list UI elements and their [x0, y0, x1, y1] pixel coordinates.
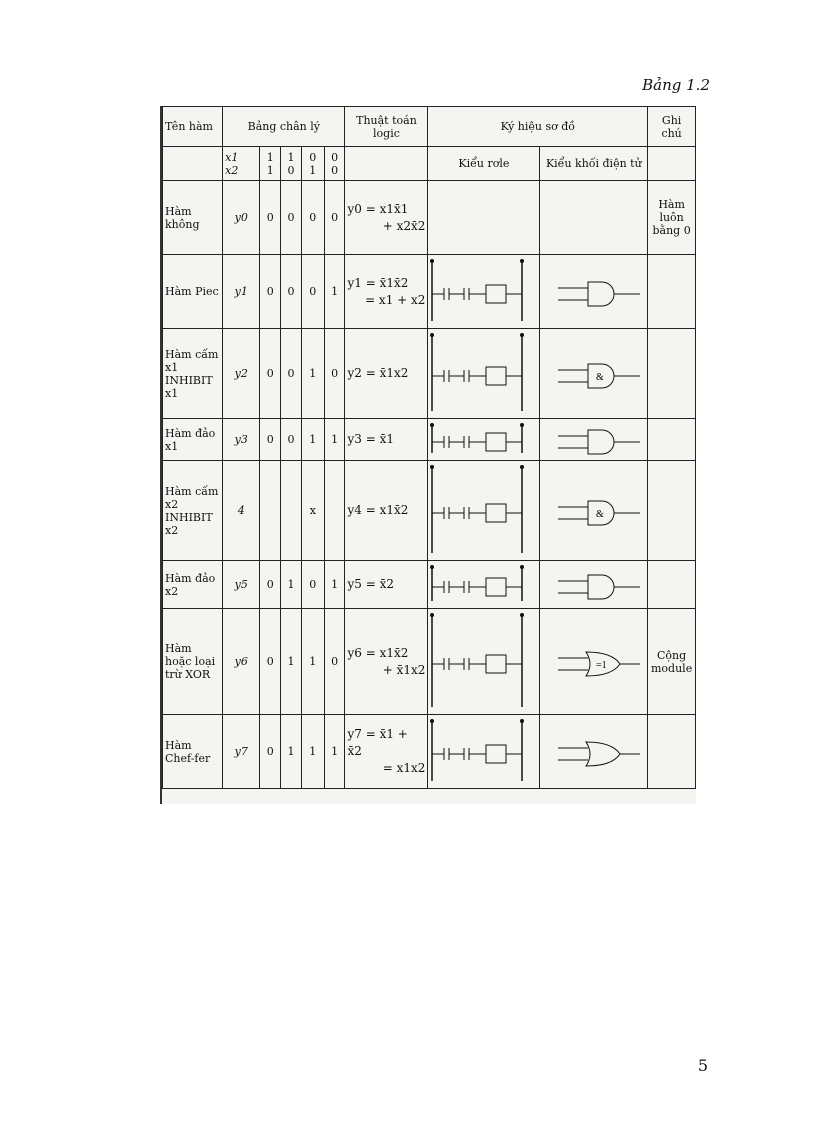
output-var: y5	[223, 561, 260, 609]
relay-cell	[428, 461, 540, 561]
header-bang-chan-ly: Bảng chân lý	[223, 107, 345, 147]
header-thuat-toan: Thuật toán logic	[345, 107, 428, 147]
truth-val: 1	[324, 419, 345, 461]
output-var: y7	[223, 715, 260, 789]
gate-cell	[540, 715, 648, 789]
truth-val: 1	[301, 609, 324, 715]
logic-formula: y4 = x1x̄2	[345, 461, 428, 561]
table-row	[163, 561, 696, 609]
header-kieu-khoi: Kiểu khối điện tử	[540, 147, 648, 181]
header-ghi-chu: Ghi chú	[648, 107, 696, 147]
function-name: Hàm cấm x1 INHIBIT x1	[163, 329, 223, 419]
table-caption: Bảng 1.2	[642, 76, 710, 94]
gate-cell	[540, 255, 648, 329]
function-name: Hàm không	[163, 181, 223, 255]
table-row	[163, 609, 696, 715]
function-name: Hàm Piec	[163, 255, 223, 329]
note: Cộng module	[648, 609, 696, 715]
logic-formula: y5 = x̄2	[345, 561, 428, 609]
truth-col-3: 0 1	[301, 147, 324, 181]
logic-formula: y7 = x̄1 + x̄2 = x1x2	[345, 715, 428, 789]
truth-val: 1	[324, 715, 345, 789]
gate-diagram	[542, 463, 642, 559]
truth-val: 0	[324, 609, 345, 715]
logic-function-table	[160, 106, 696, 804]
note	[648, 561, 696, 609]
truth-val: 1	[281, 561, 302, 609]
header-ky-hieu: Ký hiệu sơ đồ	[428, 107, 648, 147]
note	[648, 715, 696, 789]
relay-diagram	[430, 331, 534, 417]
logic-formula: y2 = x̄1x2	[345, 329, 428, 419]
note	[648, 255, 696, 329]
truth-val: 0	[281, 255, 302, 329]
header-kieu-role: Kiểu rơle	[428, 147, 540, 181]
truth-val: 0	[260, 609, 281, 715]
relay-cell	[428, 181, 540, 255]
gate-diagram	[542, 421, 642, 459]
truth-val: 0	[281, 329, 302, 419]
truth-val: 1	[301, 329, 324, 419]
output-var: y0	[223, 181, 260, 255]
output-var: y3	[223, 419, 260, 461]
truth-val: 0	[260, 329, 281, 419]
truth-val: 0	[301, 561, 324, 609]
truth-val	[260, 461, 281, 561]
header-empty-3	[648, 147, 696, 181]
relay-cell	[428, 715, 540, 789]
table-row	[163, 181, 696, 255]
function-name: Hàm cấm x2 INHIBIT x2	[163, 461, 223, 561]
note	[648, 461, 696, 561]
relay-diagram	[430, 421, 534, 459]
truth-val: 1	[281, 609, 302, 715]
output-var: y6	[223, 609, 260, 715]
header-empty	[163, 147, 223, 181]
truth-val: 0	[260, 715, 281, 789]
truth-val: 0	[324, 181, 345, 255]
function-name: Hàm đảo x1	[163, 419, 223, 461]
logic-formula: y0 = x1x̄1 + x2x̄2	[345, 181, 428, 255]
relay-cell	[428, 609, 540, 715]
header-x-labels: x1 x2	[223, 147, 260, 181]
truth-col-1: 1 1	[260, 147, 281, 181]
logic-formula: y3 = x̄1	[345, 419, 428, 461]
page-number: 5	[697, 1056, 708, 1075]
relay-diagram	[430, 463, 534, 559]
gate-cell	[540, 561, 648, 609]
table-row	[163, 329, 696, 419]
gate-diagram	[542, 257, 642, 327]
svg-text:=1: =1	[596, 659, 608, 671]
truth-val: 0	[260, 419, 281, 461]
logic-formula: y1 = x̄1x̄2 = x1 + x2	[345, 255, 428, 329]
svg-text:&: &	[596, 371, 605, 383]
relay-cell	[428, 255, 540, 329]
gate-cell	[540, 461, 648, 561]
table-row	[163, 461, 696, 561]
gate-diagram	[542, 563, 642, 607]
gate-diagram	[542, 611, 642, 713]
gate-cell	[540, 181, 648, 255]
relay-cell	[428, 561, 540, 609]
truth-val: x	[301, 461, 324, 561]
relay-diagram	[430, 563, 534, 607]
function-name: Hàm đảo x2	[163, 561, 223, 609]
function-name: Hàm Chef-fer	[163, 715, 223, 789]
note	[648, 419, 696, 461]
header-ten-ham: Tên hàm	[163, 107, 223, 147]
note: Hàm luôn bằng 0	[648, 181, 696, 255]
logic-formula: y6 = x1x̄2 + x̄1x2	[345, 609, 428, 715]
gate-diagram	[542, 331, 642, 417]
relay-cell	[428, 329, 540, 419]
header-empty-2	[345, 147, 428, 181]
truth-val: 0	[301, 255, 324, 329]
truth-val: 1	[301, 419, 324, 461]
gate-cell	[540, 609, 648, 715]
table-row	[163, 255, 696, 329]
truth-val	[281, 461, 302, 561]
truth-val: 1	[324, 561, 345, 609]
truth-val: 0	[260, 561, 281, 609]
table-row	[163, 419, 696, 461]
svg-text:&: &	[596, 508, 605, 520]
truth-val: 0	[281, 419, 302, 461]
truth-val: 0	[324, 329, 345, 419]
truth-val	[324, 461, 345, 561]
truth-col-4: 0 0	[324, 147, 345, 181]
truth-val: 1	[324, 255, 345, 329]
truth-val: 0	[260, 255, 281, 329]
relay-diagram	[430, 257, 534, 327]
truth-val: 0	[301, 181, 324, 255]
gate-cell	[540, 419, 648, 461]
output-var: y2	[223, 329, 260, 419]
truth-val: 0	[260, 181, 281, 255]
truth-val: 0	[281, 181, 302, 255]
output-var: y1	[223, 255, 260, 329]
relay-cell	[428, 419, 540, 461]
output-var: 4	[223, 461, 260, 561]
relay-diagram	[430, 717, 534, 787]
truth-val: 1	[301, 715, 324, 789]
truth-col-2: 1 0	[281, 147, 302, 181]
note	[648, 329, 696, 419]
relay-diagram	[430, 611, 534, 713]
gate-diagram	[542, 717, 642, 787]
table-row	[163, 715, 696, 789]
truth-val: 1	[281, 715, 302, 789]
function-name: Hàm hoặc loại trừ XOR	[163, 609, 223, 715]
gate-cell	[540, 329, 648, 419]
